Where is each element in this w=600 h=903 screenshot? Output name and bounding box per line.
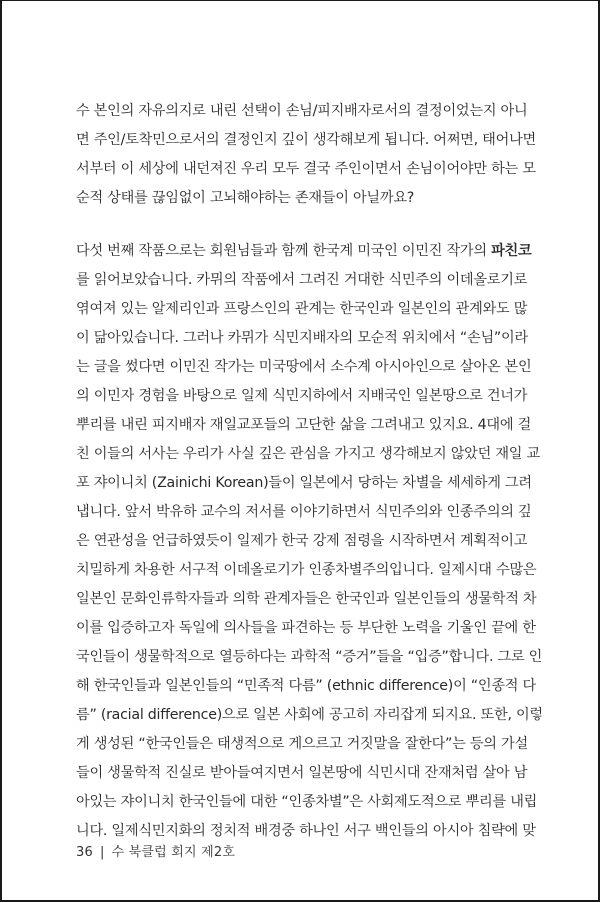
text-line: 포 쟈이니치 (Zainichi Korean)들이 일본에서 당하는 차별을 세세하게 그려 (76, 475, 532, 491)
text-line: 니다. 일제식민지화의 정치적 배경중 하나인 서구 백인들의 아시아 침략에 맞 (76, 823, 536, 839)
text-line: 를 읽어보았습니다. 카뮈의 작품에서 그려진 거대한 식민주의 이데올로기로 (76, 272, 528, 288)
text-line: 일본인 문화인류학자들과 의학 관계자들은 한국인과 일본인들의 생물학적 차 (76, 591, 537, 607)
paragraph-1 (76, 97, 550, 213)
text-line: 이를 입증하고자 독일에 의사들을 파견하는 등 부단한 노력을 기울인 끝에 한 (76, 620, 536, 636)
text-line: 순적 상태를 끊임없이 고뇌해야하는 존재들이 아닐까요? (76, 190, 415, 206)
text-line: 수 본인의 자유의지로 내린 선택이 손님/피지배자로서의 결정이었는지 아니 (76, 103, 528, 119)
page-number: 36 (76, 845, 93, 860)
text-line: 서부터 이 세상에 내던져진 우리 모두 결국 주인이면서 손님이어야만 하는 모 (76, 161, 536, 177)
text-line: 름” (racial difference)으로 일본 사회에 공고히 자리잡게 되지요. 또한, 이렇 (76, 707, 543, 723)
text-line: 들이 생물학적 진실로 받아들여지면서 일본땅에 식민시대 잔재처럼 살아 남 (76, 765, 528, 781)
line-prefix: 다섯 번째 작품으로는 회원님들과 함께 한국계 미국인 이민진 작가의 (76, 243, 492, 259)
text-line: 냅니다. 앞서 박유하 교수의 저서를 이야기하면서 식민주의와 인종주의의 깊 (76, 504, 532, 520)
page-footer (76, 841, 235, 860)
text-line: 국인들이 생물학적으로 열등하다는 과학적 “증거”들을 “입증”합니다. 그로 인 (76, 649, 543, 665)
text-line (76, 237, 550, 266)
text-line: 이 닮아있습니다. 그러나 카뮈가 식민지배자의 모순적 위치에서 “손님”이라 (76, 330, 528, 346)
text-line: 엮여져 있는 알제리인과 프랑스인의 관계는 한국인과 일본인의 관계와도 많 (76, 301, 528, 317)
paragraph-2 (76, 237, 550, 846)
text-line: 해 한국인들과 일본인들의 “민족적 다름” (ethnic difference)이 “인종적 다 (76, 678, 536, 694)
book-title-pachinko: 파친코 (491, 243, 532, 259)
publication-title: 수 북클럽 회지 제2호 (111, 845, 236, 860)
text-line: 친 이들의 서사는 우리가 사실 깊은 관심을 가지고 생각해보지 않았던 재일 교 (76, 446, 540, 462)
text-line: 뿌리를 내린 피지배자 재일교포들의 고단한 삶을 그려내고 있지요. 4대에 걸 (76, 417, 532, 433)
text-line: 는 글을 썼다면 이민진 작가는 미국땅에서 소수계 아시아인으로 살아온 본인 (76, 359, 532, 375)
text-line: 아있는 쟈이니치 한국인들에 대한 “인종차별”은 사회제도적으로 뿌리를 내립 (76, 794, 538, 810)
text-line: 치밀하게 차용한 서구적 이데올로기가 인종차별주의입니다. 일제시대 수많은 (76, 562, 537, 578)
footer-separator: | (99, 845, 105, 860)
text-line: 면 주인/토착민으로서의 결정인지 깊이 생각해보게 됩니다. 어쩌면, 태어나면 (76, 132, 536, 148)
text-line: 의 이민자 경험을 바탕으로 일제 식민지하에서 지배국인 일본땅으로 건너가 (76, 388, 528, 404)
text-line: 게 생성된 “한국인들은 태생적으로 게으르고 거짓말을 잘한다”는 등의 가설 (76, 736, 528, 752)
text-line: 은 연관성을 언급하였듯이 일제가 한국 강제 점령을 시작하면서 계획적이고 (76, 533, 528, 549)
